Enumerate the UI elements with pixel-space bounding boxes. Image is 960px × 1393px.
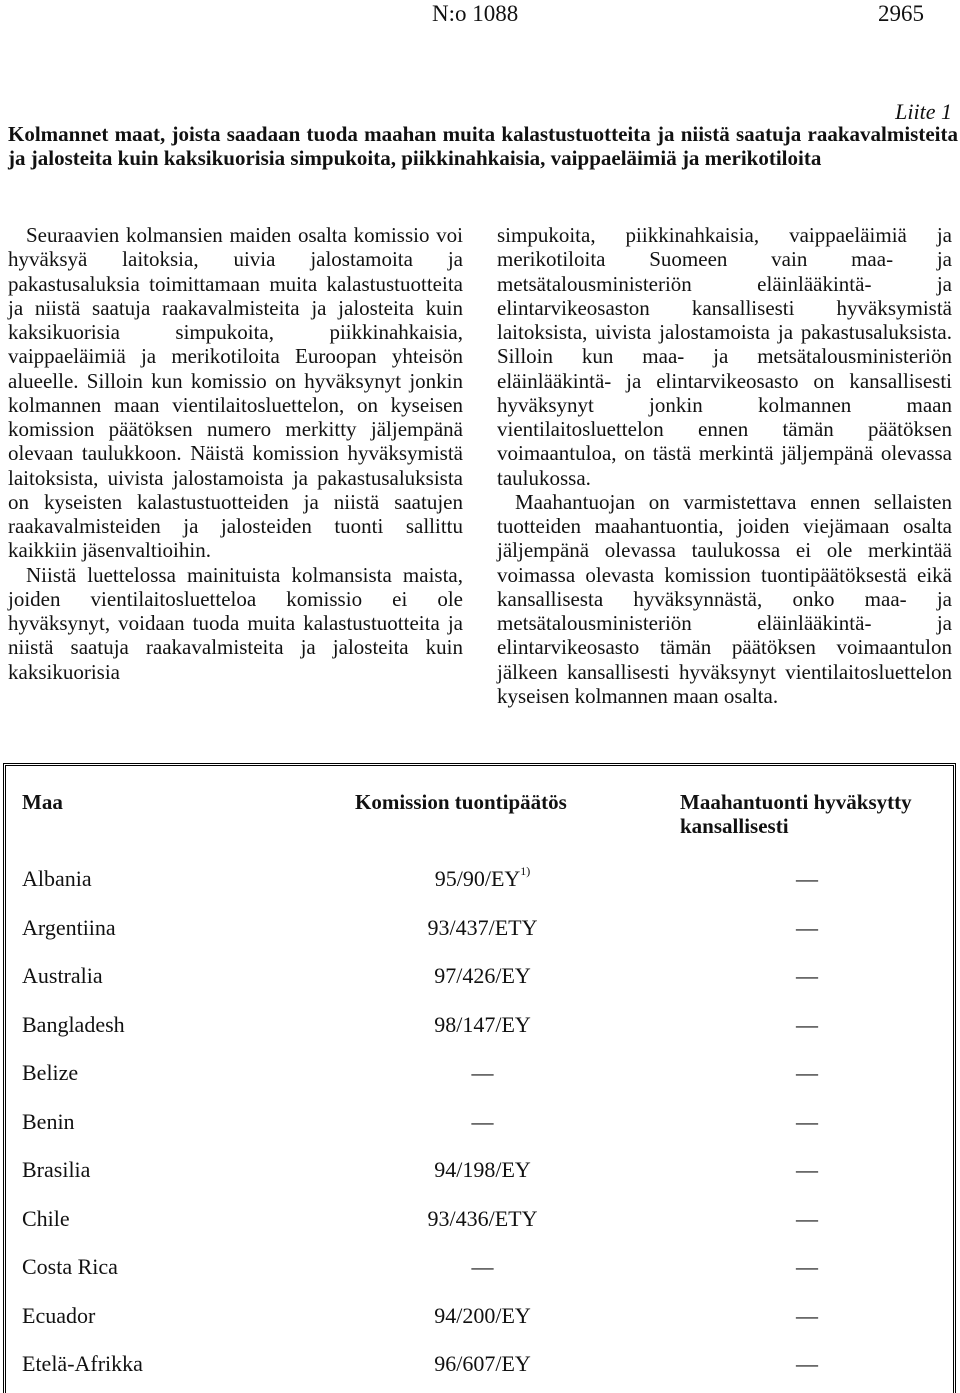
country-cell: Costa Rica <box>22 1254 118 1279</box>
decision-cell <box>362 1204 603 1234</box>
decision-cell <box>362 1301 603 1331</box>
footnote-marker: 1) <box>520 863 531 878</box>
table-row <box>22 1058 922 1088</box>
table-row <box>22 913 922 943</box>
table-row <box>22 1252 922 1282</box>
right-text-column <box>497 223 952 708</box>
decision-cell <box>362 1349 603 1379</box>
decision-value: 95/90/EY <box>434 866 521 891</box>
national-approval-cell: — <box>796 1011 818 1037</box>
decision-cell <box>362 1010 603 1040</box>
annex-label: Liite 1 <box>895 99 952 124</box>
column-header-decision: Komission tuontipäätös <box>355 790 567 814</box>
page-number: 2965 <box>878 1 924 26</box>
national-approval-cell: — <box>796 914 818 940</box>
decision-value: — <box>471 1108 494 1134</box>
national-approval-cell: — <box>796 1302 818 1328</box>
decision-value: 94/200/EY <box>434 1302 531 1328</box>
table-row <box>22 1301 922 1331</box>
national-approval-cell: — <box>796 866 818 891</box>
country-cell: Benin <box>22 1108 75 1134</box>
table-row <box>22 1204 922 1234</box>
column-header-country: Maa <box>22 790 63 814</box>
decision-value: 97/426/EY <box>434 963 531 988</box>
decision-cell <box>362 864 603 894</box>
paragraph: Maahantuojan on varmistettava ennen sellaisten tuotteiden maahantuontia, joiden viejämaan osalta jäljempänä olevassa taulukossa ei ole merkintää voimassa olevasta komission tuontipäätöksestä eikä kansallisesta hyväksynnästä, onko maa- ja metsätalousministeriön eläinlääkintä- ja elintarvikeosasto tämän päätöksen voimaantulon jälkeen kansallisesti hyväksynyt vientilaitosluettelon kyseisen kolmannen maan osalta. <box>497 489 952 708</box>
national-approval-cell: — <box>796 1205 818 1231</box>
decision-value: 93/437/ETY <box>427 914 538 940</box>
decision-cell <box>362 913 603 943</box>
country-cell: Albania <box>22 866 92 891</box>
national-approval-cell: — <box>796 1060 818 1085</box>
table-row <box>22 961 922 991</box>
country-cell: Bangladesh <box>22 1011 125 1037</box>
country-cell: Etelä-Afrikka <box>22 1351 143 1376</box>
column-header-national: Maahantuonti hyväksytty kansallisesti <box>680 790 912 838</box>
decision-cell <box>362 961 603 991</box>
table-row <box>22 1010 922 1040</box>
table-row <box>22 1349 922 1379</box>
decision-value: 94/198/EY <box>434 1157 531 1182</box>
national-approval-cell: — <box>796 1108 818 1134</box>
national-approval-cell: — <box>796 1351 818 1376</box>
country-cell: Ecuador <box>22 1302 96 1328</box>
document-title: Kolmannet maat, joista saadaan tuoda maahan muita kalastustuotteita ja niistä saatuja raakavalmisteita ja jalosteita kuin kaksikuorisia simpukoita, piikkinahkaisia, vaippaeläimiä ja merikotiloita <box>8 122 958 170</box>
decision-value: 93/436/ETY <box>427 1205 538 1231</box>
paragraph: Niistä luettelossa mainituista kolmansista maista, joiden vientilaitosluetteloa komissio ei ole hyväksynyt, voidaan tuoda muita kalastustuotteita ja niistä saatuja raakavalmisteita ja jalosteita kuin kaksikuorisia <box>8 562 463 684</box>
country-cell: Belize <box>22 1060 79 1085</box>
national-approval-cell: — <box>796 1254 818 1279</box>
table-row <box>22 1155 922 1185</box>
country-cell: Australia <box>22 963 103 988</box>
left-text-column <box>8 223 463 684</box>
table-row <box>22 864 922 894</box>
decision-value: — <box>471 1254 494 1279</box>
decision-value: 98/147/EY <box>434 1011 531 1037</box>
decision-value: 96/607/EY <box>434 1351 531 1376</box>
paragraph: simpukoita, piikkinahkaisia, vaippaeläimiä ja merikotiloita Suomeen vain maa- ja metsätalousministeriön eläinlääkintä- ja elintarvikeosaston kansallisesti hyväksymistä laitoksista, uivista jalostamoista ja pakastusaluksista. Silloin kun maa- ja metsätalousministeriön eläinlääkintä- ja elintarvikeosasto on kansallisesti hyväksynyt jonkin kolmannen maan vientilaitosluettelon ennen tämän päätöksen voimaantuloa, on tästä merkintä jäljempänä olevassa taulukossa. <box>497 223 952 490</box>
decision-value: — <box>471 1060 494 1085</box>
country-cell: Brasilia <box>22 1157 91 1182</box>
issue-number: N:o 1088 <box>432 1 519 26</box>
decision-cell <box>362 1252 603 1282</box>
table-row <box>22 1107 922 1137</box>
national-approval-cell: — <box>796 963 818 988</box>
national-approval-cell: — <box>796 1157 818 1182</box>
decision-cell <box>362 1058 603 1088</box>
decision-cell <box>362 1155 603 1185</box>
country-cell: Chile <box>22 1205 70 1231</box>
decision-cell <box>362 1107 603 1137</box>
country-cell: Argentiina <box>22 914 116 940</box>
paragraph: Seuraavien kolmansien maiden osalta komissio voi hyväksyä laitoksia, uivia jalostamoita ja pakastusaluksia toimittamaan muita kalastustuotteita ja niistä saatuja raakavalmisteita ja jalosteita kuin kaksikuorisia simpukoita, piikkinahkaisia, vaippaeläimiä ja merikotiloita Euroopan yhteisön alueelle. Silloin kun komissio on hyväksynyt jonkin kolmannen maan vientilaitosluettelon, on kyseisen komission päätöksen numero merkitty jäljempänä olevaan taulukkoon. Näistä komission hyväksymistä laitoksista, uivista jalostamoista ja pakastusaluksista on kyseisten kalastustuotteiden ja niistä saatujen raakavalmisteiden ja jalosteiden tuonti sallittu kaikkiin jäsenvaltioihin. <box>8 223 463 563</box>
